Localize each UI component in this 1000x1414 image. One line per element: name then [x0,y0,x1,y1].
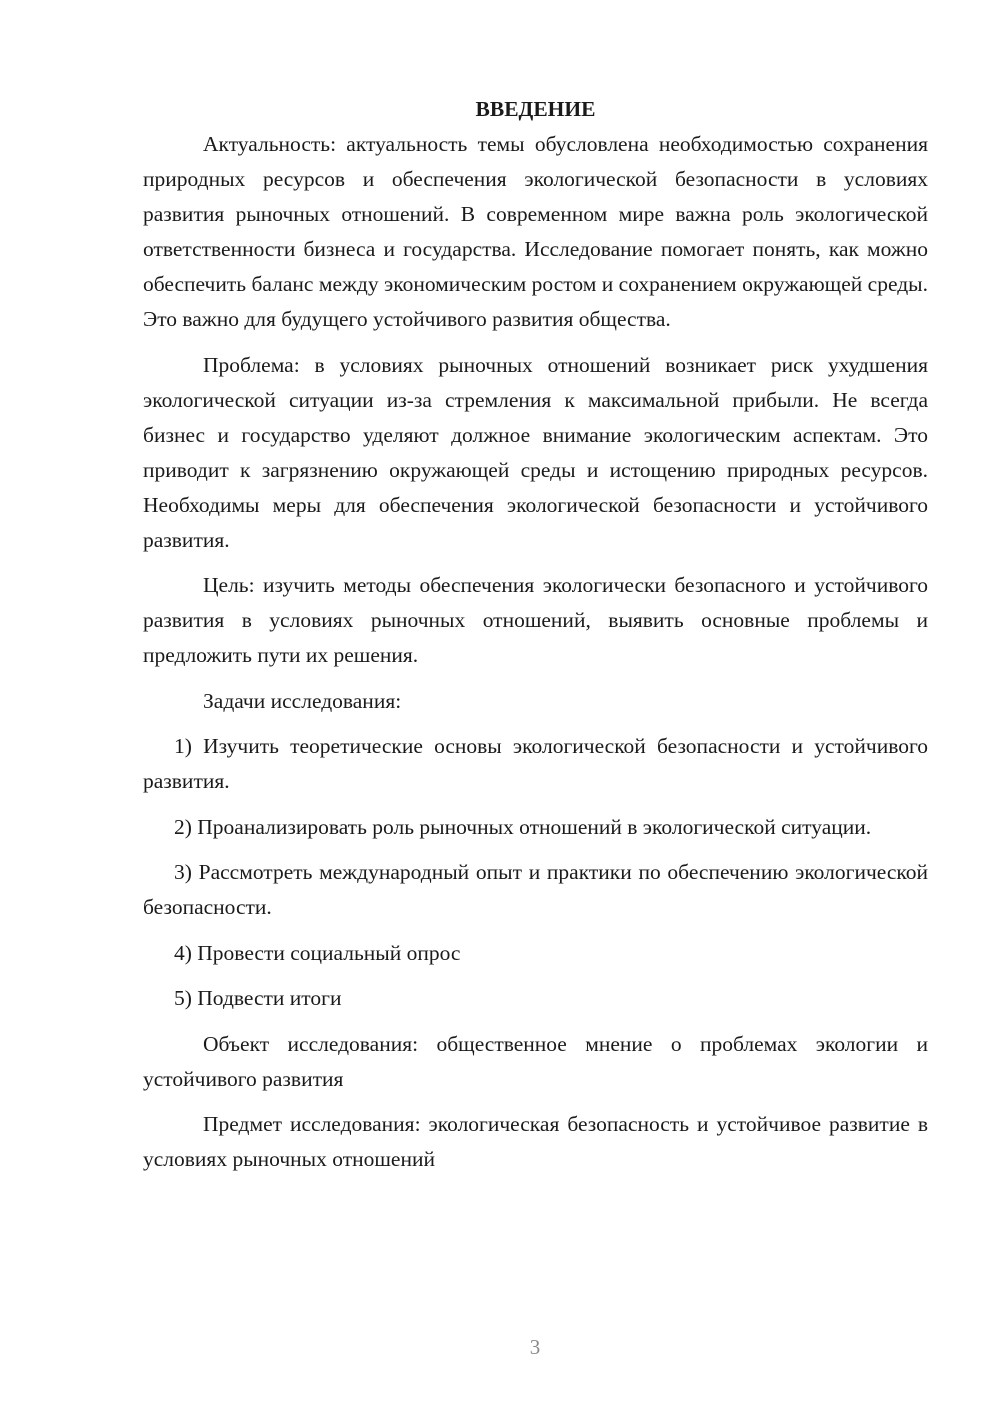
document-page [143,92,928,1188]
tasks-heading: Задачи исследования: [203,688,402,713]
task-item-3: 3) Рассмотреть международный опыт и практики по обеспечению экологической безопасности. [143,860,928,919]
page-number: 3 [529,1335,541,1359]
task-item-2: 2) Проанализировать роль рыночных отношений в экологической ситуации. [174,814,872,839]
task-item-5: 5) Подвести итоги [174,986,342,1010]
page-title: ВВЕДЕНИЕ [475,97,596,121]
paragraph-object: Объект исследования: общественное мнение о проблемах экологии и устойчивого развития [143,1031,928,1091]
paragraph-subject: Предмет исследования: экологическая безопасность и устойчивое развитие в условиях рыночных отношений [143,1112,928,1171]
task-item-1: 1) Изучить теоретические основы экологической безопасности и устойчивого развития. [143,734,928,793]
paragraph-problem: Проблема: в условиях рыночных отношений возникает риск ухудшения экологической ситуации из-за стремления к максимальной прибыли. Не всегда бизнес и государство уделяют должное внимание экологическим аспектам. Это приводит к загрязнению окружающей среды и истощению природных ресурсов. Необходимы меры для обеспечения экологической безопасности и устойчивого развития. [143,352,928,552]
paragraph-goal: Цель: изучить методы обеспечения экологически безопасного и устойчивого развития в условиях рыночных отношений, выявить основные проблемы и предложить пути их решения. [143,573,928,667]
paragraph-relevance: Актуальность: актуальность темы обусловлена необходимостью сохранения природных ресурсов и обеспечения экологической безопасности в условиях развития рыночных отношений. В современном мире важна роль экологической ответственности бизнеса и государства. Исследование помогает понять, как можно обеспечить баланс между экономическим ростом и сохранением окружающей среды. Это важно для будущего устойчивого развития общества. [143,132,928,331]
task-item-4: 4) Провести социальный опрос [174,940,461,965]
